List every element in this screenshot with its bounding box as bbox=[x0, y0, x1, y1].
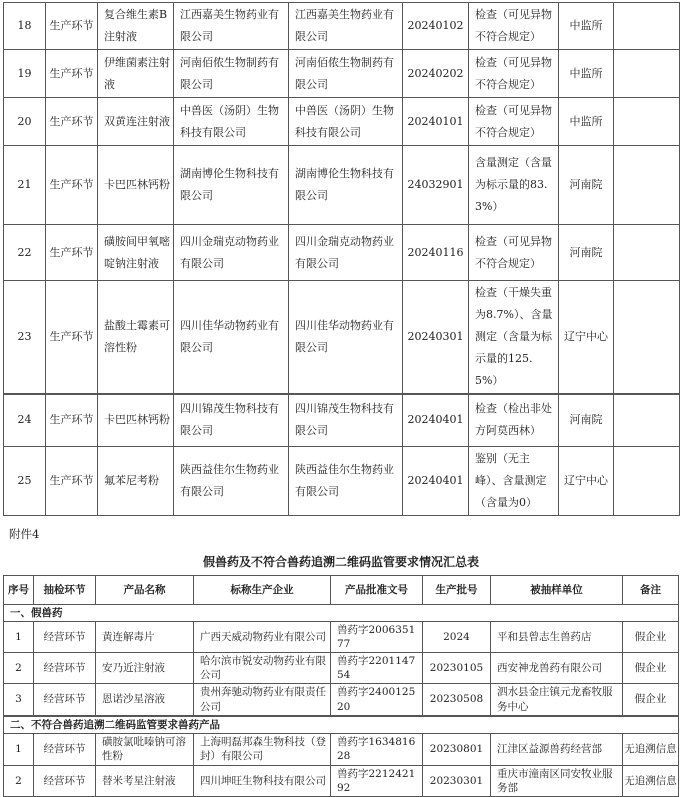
table-cell: 兽药字200635177 bbox=[331, 621, 423, 652]
column-header: 被抽样单位 bbox=[491, 575, 623, 604]
table-cell: 贵州奔驰动物药业有限责任公司 bbox=[194, 684, 331, 716]
table-cell: 陕西益佳尔生物药业有限公司 bbox=[174, 446, 289, 515]
table-row bbox=[4, 50, 680, 98]
table-cell: 1 bbox=[4, 733, 34, 765]
table-cell: 2 bbox=[4, 765, 34, 796]
table-row bbox=[4, 733, 679, 765]
column-header: 备注 bbox=[623, 575, 679, 604]
table-cell: 19 bbox=[4, 50, 46, 98]
table-cell: 兽药字240012520 bbox=[331, 684, 423, 716]
table-cell: 兽药字220114754 bbox=[331, 653, 423, 684]
table-cell: 氟苯尼考粉 bbox=[98, 446, 174, 515]
column-header: 标称生产企业 bbox=[194, 575, 331, 604]
table-row bbox=[4, 684, 679, 716]
table-cell: 经营环节 bbox=[34, 765, 96, 796]
table-cell: 20240202 bbox=[403, 50, 469, 98]
table-cell: 鉴别（无主峰）、含量测定（含量为0） bbox=[469, 446, 559, 515]
table-cell: 检查（可见异物不符合规定） bbox=[469, 50, 559, 98]
table-cell: 卡巴匹林钙粉 bbox=[98, 394, 174, 446]
table-cell: 辽宁中心 bbox=[559, 281, 614, 395]
table-cell: 中兽医（汤阴）生物科技有限公司 bbox=[289, 98, 403, 146]
table-cell: 经营环节 bbox=[34, 621, 96, 652]
column-header: 序号 bbox=[4, 575, 34, 604]
table-cell: 河南佰侬生物制药有限公司 bbox=[174, 50, 289, 98]
table-cell: 生产环节 bbox=[46, 3, 98, 50]
table-cell: 湖南博伦生物科技有限公司 bbox=[289, 146, 403, 225]
column-header: 抽检环节 bbox=[34, 575, 96, 604]
table-cell: 河南佰侬生物制药有限公司 bbox=[289, 50, 403, 98]
table-cell: 假企业 bbox=[623, 653, 679, 684]
table-cell: 湖南博伦生物科技有限公司 bbox=[174, 146, 289, 225]
table-cell: 20240101 bbox=[403, 98, 469, 146]
table-cell: 假企业 bbox=[623, 621, 679, 652]
table-cell: 20230801 bbox=[423, 733, 491, 765]
table-cell: 20230301 bbox=[423, 765, 491, 796]
table-cell: 生产环节 bbox=[46, 146, 98, 225]
table-cell: 黄连解毒片 bbox=[96, 621, 194, 652]
table-cell: 20240401 bbox=[403, 446, 469, 515]
table-cell: 20240116 bbox=[403, 225, 469, 281]
column-header: 生产批号 bbox=[423, 575, 491, 604]
table-cell: 24032901 bbox=[403, 146, 469, 225]
section-title: 一、假兽药 bbox=[4, 604, 679, 621]
table-cell bbox=[614, 50, 680, 98]
table-cell: 哈尔滨市锐安动物药业有限公司 bbox=[194, 653, 331, 684]
table-cell: 西安神龙兽药有限公司 bbox=[491, 653, 623, 684]
table-cell: 四川佳华动物药业有限公司 bbox=[289, 281, 403, 395]
table-cell: 20240301 bbox=[403, 281, 469, 395]
table-cell: 3 bbox=[4, 684, 34, 716]
table-cell: 四川锦茂生物科技有限公司 bbox=[174, 394, 289, 446]
table-cell: 磺胺氯吡嗪钠可溶性粉 bbox=[96, 733, 194, 765]
table-cell bbox=[614, 146, 680, 225]
attachment-label: 附件4 bbox=[9, 526, 679, 542]
table-cell: 中监所 bbox=[559, 50, 614, 98]
table-cell: 检查（检出非处方阿莫西林） bbox=[469, 394, 559, 446]
table-row bbox=[4, 281, 680, 395]
table-cell: 四川金瑞克动物药业有限公司 bbox=[289, 225, 403, 281]
table-cell: 替米考星注射液 bbox=[96, 765, 194, 796]
table-cell: 平和县曾志生兽药店 bbox=[491, 621, 623, 652]
table-cell: 四川坤旺生物科技有限公司 bbox=[194, 765, 331, 796]
table-cell: 23 bbox=[4, 281, 46, 395]
table-cell: 经营环节 bbox=[34, 653, 96, 684]
table-cell: 河南院 bbox=[559, 146, 614, 225]
table-cell: 假企业 bbox=[623, 684, 679, 716]
table-cell: 盐酸土霉素可溶性粉 bbox=[98, 281, 174, 395]
table-cell: 恩诺沙星溶液 bbox=[96, 684, 194, 716]
table-row bbox=[4, 394, 680, 446]
table-row bbox=[4, 146, 680, 225]
table-cell bbox=[614, 3, 680, 50]
inspection-results-table bbox=[3, 2, 680, 516]
table-cell: 含量测定（含量为标示量的83.3%） bbox=[469, 146, 559, 225]
table-cell: 生产环节 bbox=[46, 394, 98, 446]
table-row bbox=[4, 446, 680, 515]
section-row bbox=[4, 716, 679, 734]
fake-drug-summary-table bbox=[3, 575, 679, 797]
header-row bbox=[4, 575, 679, 604]
table-cell: 陕西益佳尔生物药业有限公司 bbox=[289, 446, 403, 515]
table-row bbox=[4, 3, 680, 50]
table-cell: 江西嘉美生物药业有限公司 bbox=[174, 3, 289, 50]
section-title: 二、不符合兽药追溯二维码监管要求兽药产品 bbox=[4, 716, 679, 734]
table-cell: 中兽医（汤阴）生物科技有限公司 bbox=[174, 98, 289, 146]
column-header: 产品批准文号 bbox=[331, 575, 423, 604]
table-cell: 生产环节 bbox=[46, 446, 98, 515]
table-cell: 磺胺间甲氧嘧啶钠注射液 bbox=[98, 225, 174, 281]
table-cell: 1 bbox=[4, 621, 34, 652]
table-cell: 双黄连注射液 bbox=[98, 98, 174, 146]
table-cell: 20 bbox=[4, 98, 46, 146]
table-cell: 2 bbox=[4, 653, 34, 684]
table-cell: 卡巴匹林钙粉 bbox=[98, 146, 174, 225]
table-cell: 伊维菌素注射液 bbox=[98, 50, 174, 98]
table-cell: 生产环节 bbox=[46, 50, 98, 98]
table-row bbox=[4, 621, 679, 652]
table-cell: 广西天威动物药业有限公司 bbox=[194, 621, 331, 652]
table-cell: 生产环节 bbox=[46, 98, 98, 146]
column-header: 产品名称 bbox=[96, 575, 194, 604]
table-cell: 四川金瑞克动物药业有限公司 bbox=[174, 225, 289, 281]
table-cell: 兽药字163481628 bbox=[331, 733, 423, 765]
table-cell: 泗水县金庄镇元龙畜牧服务中心 bbox=[491, 684, 623, 716]
table-cell: 四川锦茂生物科技有限公司 bbox=[289, 394, 403, 446]
table-cell: 检查（干燥失重为8.7%）、含量测定（含量为标示量的125.5%） bbox=[469, 281, 559, 395]
table-cell: 无追溯信息 bbox=[623, 765, 679, 796]
table-cell: 辽宁中心 bbox=[559, 446, 614, 515]
table-cell bbox=[614, 281, 680, 395]
table-cell: 20240102 bbox=[403, 3, 469, 50]
table-cell bbox=[614, 394, 680, 446]
table-row bbox=[4, 225, 680, 281]
table-cell bbox=[614, 225, 680, 281]
bottom-table-title: 假兽药及不符合兽药追溯二维码监管要求情况汇总表 bbox=[3, 553, 679, 570]
table-row bbox=[4, 765, 679, 796]
table-cell: 河南院 bbox=[559, 225, 614, 281]
table-cell: 经营环节 bbox=[34, 733, 96, 765]
section-row bbox=[4, 604, 679, 621]
table-cell: 上海明磊邦森生物科技（登封）有限公司 bbox=[194, 733, 331, 765]
table-row bbox=[4, 98, 680, 146]
table-cell: 河南院 bbox=[559, 394, 614, 446]
table-cell: 重庆市潼南区同安牧业服务部 bbox=[491, 765, 623, 796]
table-cell bbox=[614, 446, 680, 515]
table-cell: 江西嘉美生物药业有限公司 bbox=[289, 3, 403, 50]
table-cell: 生产环节 bbox=[46, 281, 98, 395]
table-cell: 检查（可见异物不符合规定） bbox=[469, 98, 559, 146]
table-cell: 检查（可见异物不符合规定） bbox=[469, 3, 559, 50]
table-cell: 兽药字221242192 bbox=[331, 765, 423, 796]
table-cell: 25 bbox=[4, 446, 46, 515]
table-cell: 检查（可见异物不符合规定） bbox=[469, 225, 559, 281]
table-cell: 经营环节 bbox=[34, 684, 96, 716]
table-cell: 20230508 bbox=[423, 684, 491, 716]
table-cell: 21 bbox=[4, 146, 46, 225]
table-row bbox=[4, 653, 679, 684]
table-cell: 安乃近注射液 bbox=[96, 653, 194, 684]
table-cell: 四川佳华动物药业有限公司 bbox=[174, 281, 289, 395]
table-cell: 复合维生素B注射液 bbox=[98, 3, 174, 50]
table-cell: 江津区益源兽药经营部 bbox=[491, 733, 623, 765]
table-cell: 生产环节 bbox=[46, 225, 98, 281]
table-cell bbox=[614, 98, 680, 146]
table-cell: 20240401 bbox=[403, 394, 469, 446]
table-cell: 18 bbox=[4, 3, 46, 50]
table-cell: 22 bbox=[4, 225, 46, 281]
table-cell: 中监所 bbox=[559, 98, 614, 146]
table-cell: 20230105 bbox=[423, 653, 491, 684]
table-cell: 2024 bbox=[423, 621, 491, 652]
table-cell: 无追溯信息 bbox=[623, 733, 679, 765]
table-cell: 中监所 bbox=[559, 3, 614, 50]
table-cell: 24 bbox=[4, 394, 46, 446]
